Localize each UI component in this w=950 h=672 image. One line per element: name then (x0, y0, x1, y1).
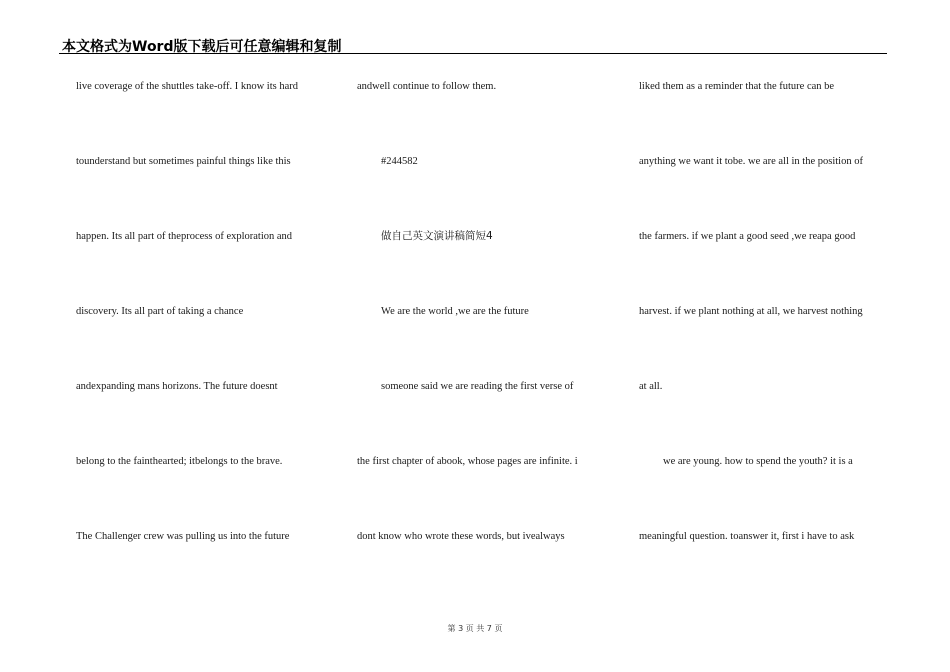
text-line: harvest. if we plant nothing at all, we harvest nothing (639, 306, 863, 317)
text-line: discovery. Its all part of taking a chance (76, 306, 244, 317)
text-line: meaningful question. toanswer it, first i have to ask (639, 531, 855, 542)
section-heading: 做自己英文演讲稿简短4 (381, 230, 493, 242)
text-line: the farmers. if we plant a good seed ,we reapa good (639, 231, 856, 242)
text-line: liked them as a reminder that the future can be (639, 81, 835, 92)
header-divider (59, 53, 887, 54)
text-line: andwell continue to follow them. (357, 81, 497, 92)
text-column-3 (639, 80, 891, 605)
page-header-title: 本文格式为Word版下载后可任意编辑和复制 (62, 39, 342, 55)
text-line: live coverage of the shuttles take-off. I know its hard (76, 81, 298, 92)
text-line: andexpanding mans horizons. The future doesnt (76, 381, 278, 392)
text-line: We are the world ,we are the future (381, 306, 529, 317)
text-column-2 (357, 80, 622, 605)
text-line: at all. (639, 381, 663, 392)
text-line: belong to the fainthearted; itbelongs to the brave. (76, 456, 283, 467)
text-line: dont know who wrote these words, but ivealways (357, 531, 565, 542)
text-line: The Challenger crew was pulling us into the future (76, 531, 290, 542)
article-id: #244582 (381, 156, 418, 167)
text-line: anything we want it tobe. we are all in the position of (639, 156, 863, 167)
text-line: someone said we are reading the first verse of (381, 381, 574, 392)
text-line: we are young. how to spend the youth? it is a (663, 456, 853, 467)
text-line: the first chapter of abook, whose pages are infinite. i (357, 456, 578, 467)
text-line: tounderstand but sometimes painful things like this (76, 156, 291, 167)
page-number-footer: 第 3 页 共 7 页 (447, 624, 503, 633)
text-column-1 (76, 80, 341, 605)
text-line: happen. Its all part of theprocess of exploration and (76, 231, 293, 242)
